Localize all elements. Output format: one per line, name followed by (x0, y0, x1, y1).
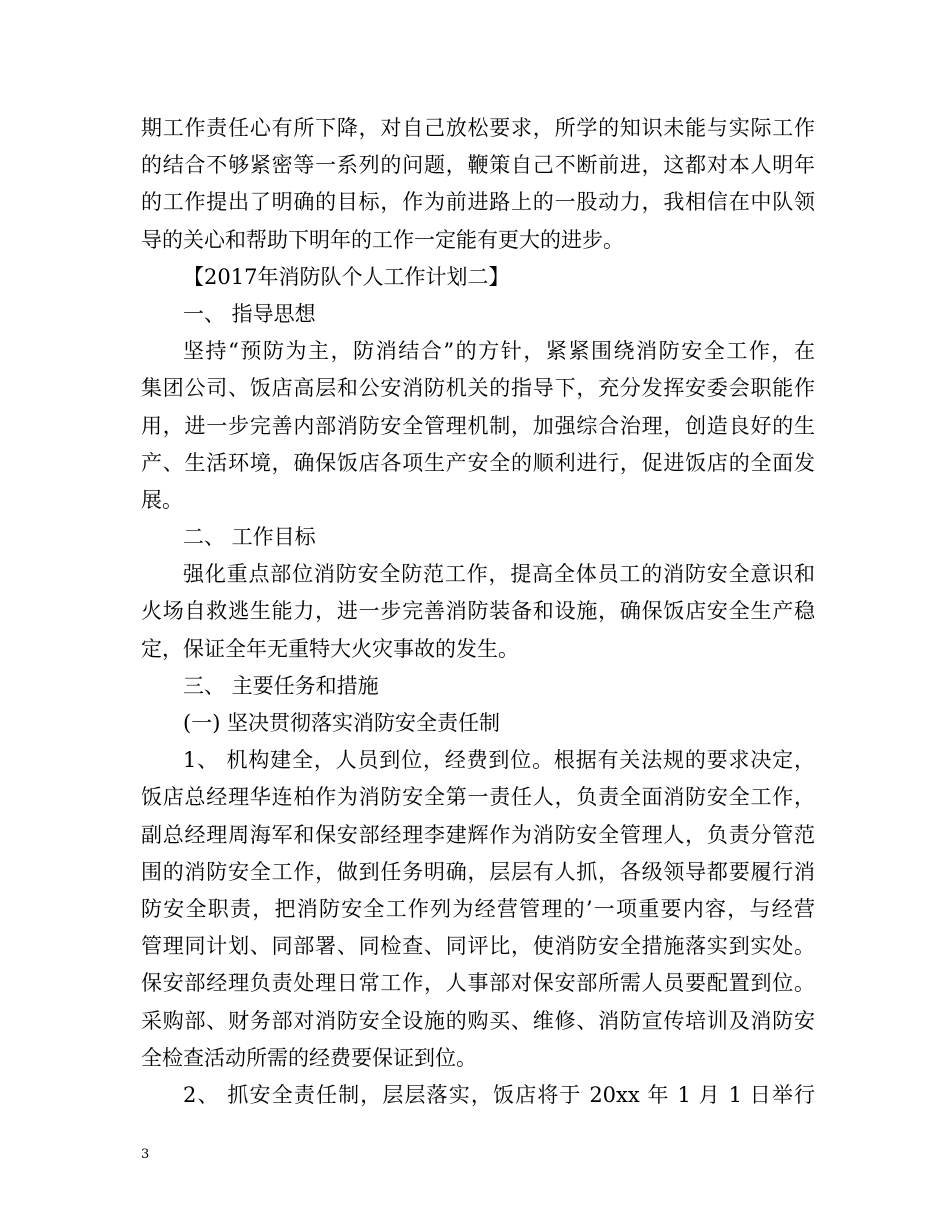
paragraph-line: 饭店总经理华连柏作为消防安全第一责任人，负责全面消防安全工作， (141, 785, 815, 810)
paragraph-line: 副总经理周海军和保安部经理李建辉作为消防安全管理人，负责分管范 (141, 822, 815, 847)
paragraph-line: 保安部经理负责处理日常工作，人事部对保安部所需人员要配置到位。 (141, 971, 815, 996)
paragraph-line: 围的消防安全工作，做到任务明确，层层有人抓，各级领导都要履行消 (141, 859, 815, 884)
section-heading: 三、 主要任务和措施 (183, 673, 379, 698)
paragraph-line: 坚持“预防为主，防消结合”的方针，紧紧围绕消防安全工作，在 (183, 339, 815, 364)
paragraph-line: 展。 (141, 487, 183, 512)
paragraph-line: 管理同计划、同部署、同检查、同评比，使消防安全措施落实到实处。 (141, 934, 815, 959)
paragraph-line: 采购部、财务部对消防安全设施的购买、维修、消防宣传培训及消防安 (141, 1008, 815, 1033)
paragraph-line: 强化重点部位消防安全防范工作，提高全体员工的消防安全意识和 (183, 562, 815, 587)
paragraph-line: 期工作责任心有所下降，对自己放松要求，所学的知识未能与实际工作 (141, 116, 815, 140)
paragraph-line: 用，进一步完善内部消防安全管理机制，加强综合治理，创造良好的生 (141, 413, 815, 438)
section-heading: 【2017年消防队个人工作计划二】 (183, 264, 510, 289)
paragraph-line: 产、生活环境，确保饭店各项生产安全的顺利进行，促进饭店的全面发 (141, 450, 815, 475)
paragraph-line: 的工作提出了明确的目标，作为前进路上的一股动力，我相信在中队领 (141, 190, 815, 215)
paragraph-line: 全检查活动所需的经费要保证到位。 (141, 1045, 477, 1070)
section-heading: 一、 指导思想 (183, 301, 316, 326)
page-number: 3 (141, 1147, 150, 1162)
paragraph-line: 的结合不够紧密等一系列的问题，鞭策自己不断前进，这都对本人明年 (141, 153, 815, 178)
paragraph-line: 1、 机构建全，人员到位，经费到位。根据有关法规的要求决定， (183, 748, 815, 773)
paragraph-line: 防安全职责，把消防安全工作列为经营管理的’一项重要内容，与经营 (141, 896, 815, 921)
document-body (141, 110, 815, 1114)
subsection-heading: (一) 坚决贯彻落实消防安全责任制 (183, 711, 501, 735)
paragraph-line: 火场自救逃生能力，进一步完善消防装备和设施，确保饭店安全生产稳 (141, 599, 815, 624)
paragraph-line: 集团公司、饭店高层和公安消防机关的指导下，充分发挥安委会职能作 (141, 376, 815, 401)
paragraph-line: 导的关心和帮助下明年的工作一定能有更大的进步。 (141, 227, 624, 252)
paragraph-line: 2、 抓安全责任制，层层落实，饭店将于 20xx 年 1 月 1 日举行 (183, 1082, 815, 1107)
section-heading: 二、 工作目标 (183, 525, 316, 550)
paragraph-line: 定，保证全年无重特大火灾事故的发生。 (141, 636, 519, 661)
